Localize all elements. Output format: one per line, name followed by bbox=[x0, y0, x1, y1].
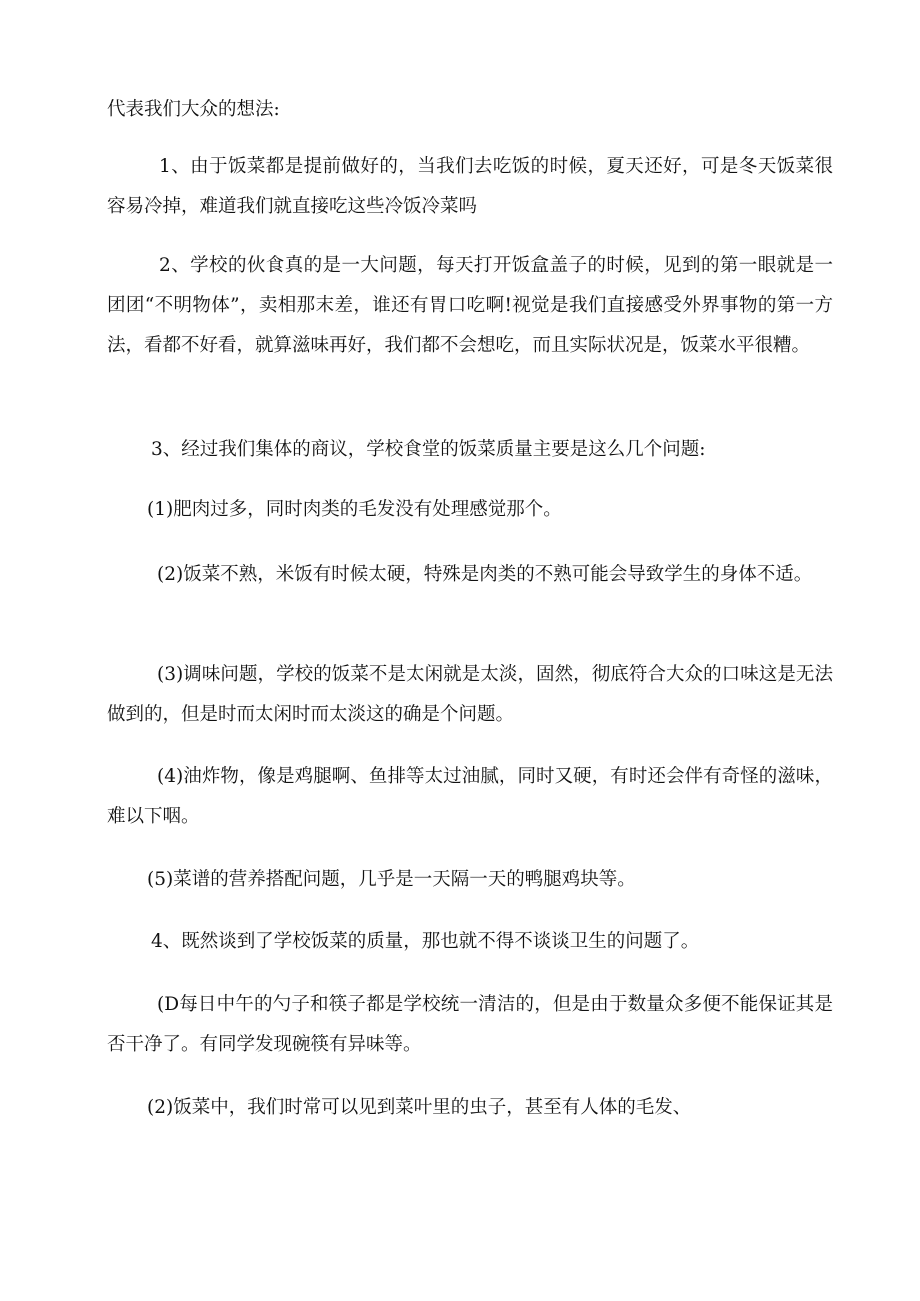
paragraph-sub-3: (3)调味问题，学校的饭菜不是太闲就是太淡，固然，彻底符合大众的口味这是无法做到的，但是时而太闲时而太淡这的确是个问题。 bbox=[107, 664, 833, 725]
paragraph-sub-4-2: (2)饭菜中，我们时常可以见到菜叶里的虫子，甚至有人体的毛发、 bbox=[147, 1097, 692, 1118]
paragraph-sub-4-1: (D每日中午的勺子和筷子都是学校统一清洁的，但是由于数量众多便不能保证其是否干净了。有同学发现碗筷有异味等。 bbox=[107, 994, 833, 1055]
paragraph-point-1: 1、由于饭菜都是提前做好的，当我们去吃饭的时候，夏天还好，可是冬天饭菜很容易冷掉，难道我们就直接吃这些冷饭冷菜吗 bbox=[107, 156, 833, 217]
paragraph-sub-5: (5)菜谱的营养搭配问题，几乎是一天隔一天的鸭腿鸡块等。 bbox=[147, 869, 636, 890]
paragraph-sub-4: (4)油炸物，像是鸡腿啊、鱼排等太过油腻，同时又硬，有时还会伴有奇怪的滋味，难以下咽。 bbox=[107, 766, 833, 827]
paragraph-point-4: 4、既然谈到了学校饭菜的质量，那也就不得不谈谈卫生的问题了。 bbox=[151, 931, 700, 952]
paragraph-sub-1: (1)肥肉过多，同时肉类的毛发没有处理感觉那个。 bbox=[147, 499, 562, 520]
paragraph-intro: 代表我们大众的想法: bbox=[107, 99, 280, 120]
paragraph-point-2: 2、学校的伙食真的是一大问题，每天打开饭盒盖子的时候，见到的第一眼就是一团团“不明物体”，卖相那末差，谁还有胃口吃啊!视觉是我们直接感受外界事物的第一方法，看都不好看，就算滋味再好，我们都不会想吃，而且实际状况是，饭菜水平很糟。 bbox=[107, 255, 833, 356]
paragraph-point-3: 3、经过我们集体的商议，学校食堂的饭菜质量主要是这么几个问题: bbox=[151, 439, 706, 460]
paragraph-sub-2: (2)饭菜不熟，米饭有时候太硬，特殊是肉类的不熟可能会导致学生的身体不适。 bbox=[157, 564, 813, 585]
